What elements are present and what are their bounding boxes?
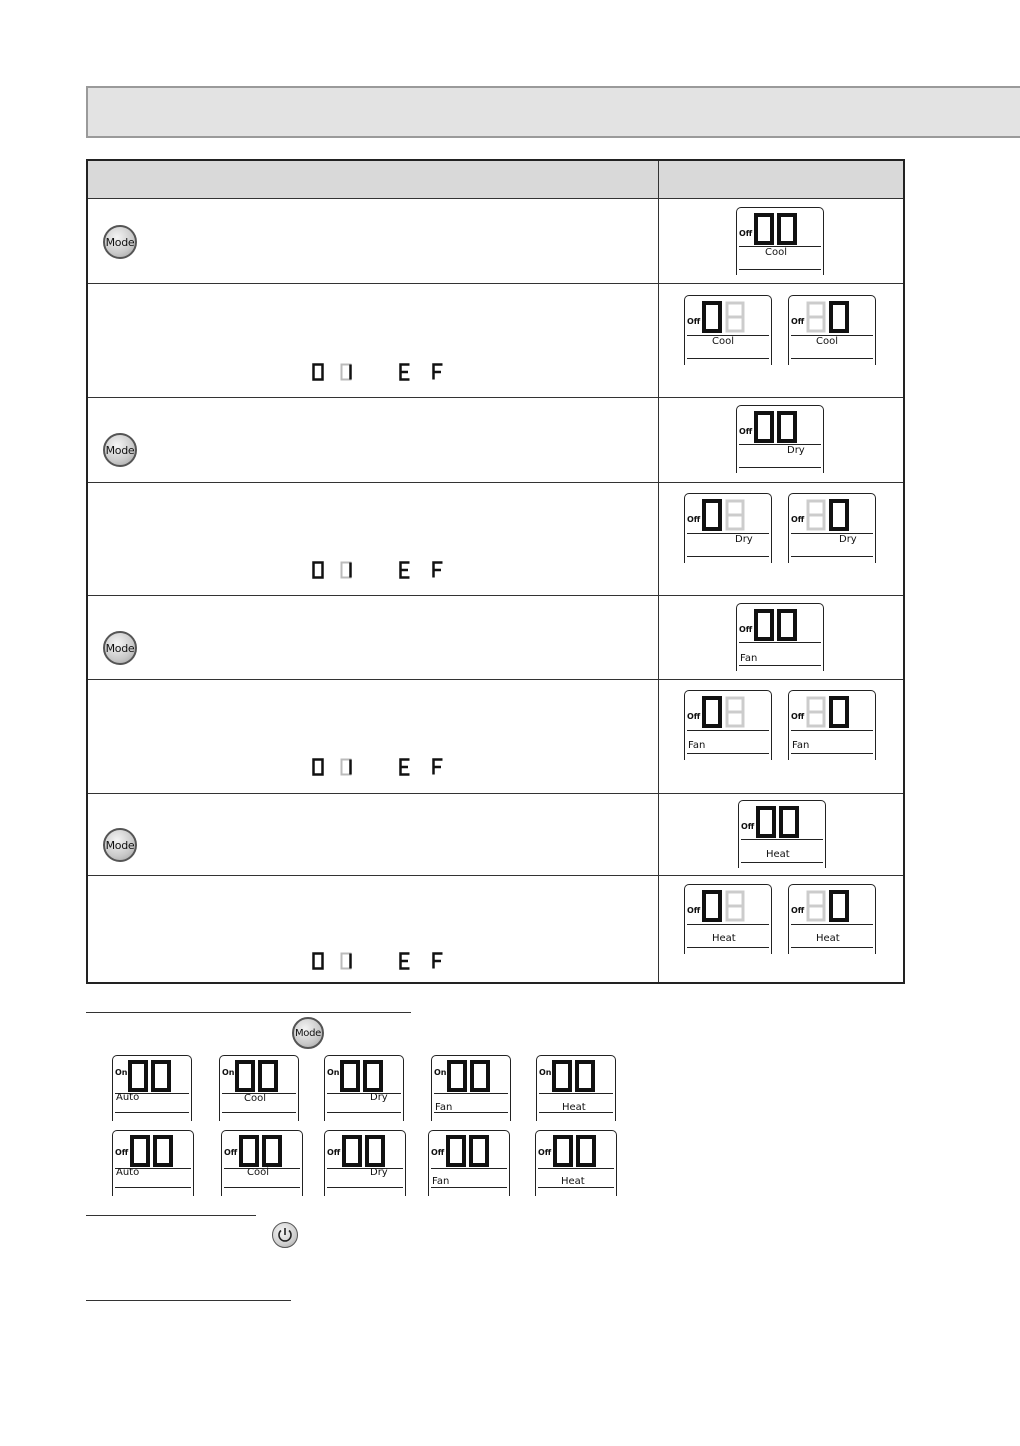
lcd-display-timer-tens: Off Dry	[684, 493, 772, 563]
lcd-display: Off Heat	[738, 800, 826, 868]
lcd-display: Off Cool	[736, 207, 824, 275]
lcd-display-on-dry: On Dry	[324, 1055, 404, 1121]
mode-button[interactable]: Mode	[103, 225, 137, 259]
lcd-display-timer-tens: Off Cool	[684, 295, 772, 365]
seg-digits	[754, 213, 798, 245]
power-icon	[272, 1222, 298, 1248]
section-title-bar	[86, 86, 1020, 138]
lcd-display-on-auto: On Auto	[112, 1055, 192, 1121]
lcd-display: Off Dry	[736, 405, 824, 473]
lcd-display-off-cool: Off Cool	[221, 1130, 303, 1196]
lcd-display-on-cool: On Cool	[219, 1055, 299, 1121]
lcd-display-off-auto: Off Auto	[112, 1130, 194, 1196]
heading-underline	[86, 1300, 291, 1301]
lcd-display-timer-units: Off Cool	[788, 295, 876, 365]
lcd-display-on-fan: On Fan	[431, 1055, 511, 1121]
lcd-display-off-dry: Off Dry	[324, 1130, 406, 1196]
lcd-display-on-heat: On Heat	[536, 1055, 616, 1121]
lcd-display-timer-units: Off Fan	[788, 690, 876, 760]
lcd-display: Off Fan	[736, 603, 824, 671]
mode-button[interactable]: Mode	[103, 631, 137, 665]
lcd-display-off-fan: Off Fan	[428, 1130, 510, 1196]
table-header	[88, 161, 903, 198]
lcd-display-timer-tens: Off Heat	[684, 884, 772, 954]
lcd-display-timer-units: Off Dry	[788, 493, 876, 563]
mode-button[interactable]: Mode	[103, 828, 137, 862]
lcd-display-off-heat: Off Heat	[535, 1130, 617, 1196]
heading-underline	[86, 1215, 256, 1216]
mode-button[interactable]: Mode	[292, 1017, 324, 1049]
heading-underline	[86, 1012, 411, 1013]
lcd-display-timer-units: Off Heat	[788, 884, 876, 954]
mode-button[interactable]: Mode	[103, 433, 137, 467]
power-button[interactable]	[272, 1222, 298, 1248]
lcd-display-timer-tens: Off Fan	[684, 690, 772, 760]
